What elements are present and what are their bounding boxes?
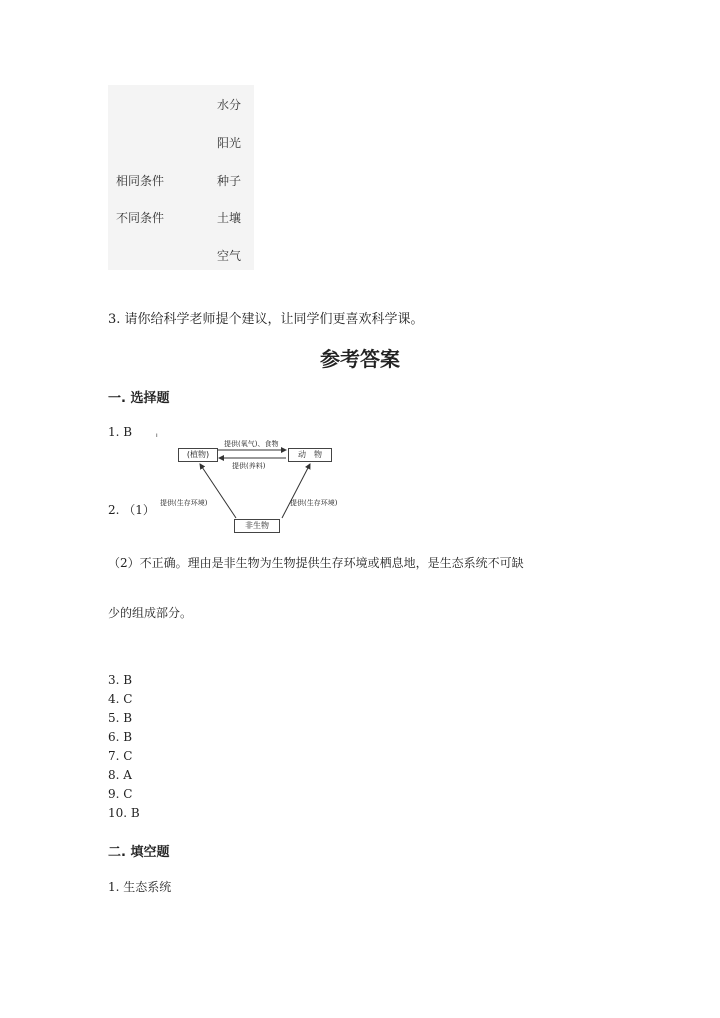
answer-title: 参考答案 — [320, 347, 400, 371]
label-nutrients: 提供(养料) — [232, 462, 266, 470]
condition-item-soil: 土壤 — [217, 211, 242, 225]
nonliving-box: 非生物 — [234, 519, 280, 533]
answer-10: 10. B — [108, 806, 140, 820]
answer-2-part2-line1: （2）不正确。理由是非生物为生物提供生存环境或栖息地，是生态系统不可缺 — [108, 556, 524, 570]
ecosystem-diagram — [156, 428, 360, 538]
condition-item-seed: 种子 — [217, 174, 242, 188]
answer-6: 6. B — [108, 730, 133, 744]
label-left-environment: 提供(生存环境) — [160, 499, 208, 507]
section2-heading: 二. 填空题 — [108, 845, 170, 860]
answer-8: 8. A — [108, 768, 132, 782]
answer-5: 5. B — [108, 711, 133, 725]
conditions-image — [108, 85, 254, 270]
section1-heading: 一. 选择题 — [108, 391, 170, 406]
same-condition-label: 相同条件 — [116, 174, 165, 188]
answer-7: 7. C — [108, 749, 133, 763]
label-right-environment: 提供(生存环境) — [290, 499, 338, 507]
answer-2-part2-line2: 少的组成部分。 — [108, 606, 193, 620]
answer-9: 9. C — [108, 787, 133, 801]
condition-item-air: 空气 — [217, 249, 242, 263]
arrow-nonliving-to-animal — [282, 464, 310, 518]
animal-box: 动 物 — [288, 448, 332, 462]
plant-box: (植物) — [178, 448, 218, 462]
arrow-nonliving-to-plant — [200, 464, 236, 518]
condition-item-sunlight: 阳光 — [217, 136, 242, 150]
answer-3: 3. B — [108, 673, 133, 687]
question-3: 3. 请你给科学老师提个建议，让同学们更喜欢科学课。 — [108, 312, 424, 327]
answer-2-prefix: 2. （1） — [108, 503, 155, 517]
condition-item-water: 水分 — [217, 98, 242, 112]
stray-mark: ı — [156, 432, 158, 439]
label-oxygen-food: 提供(氧气)、食物 — [224, 440, 279, 448]
fill-answer-1: 1. 生态系统 — [108, 880, 172, 894]
answer-4: 4. C — [108, 692, 133, 706]
answer-1: 1. B — [108, 425, 133, 439]
different-condition-label: 不同条件 — [116, 211, 165, 225]
